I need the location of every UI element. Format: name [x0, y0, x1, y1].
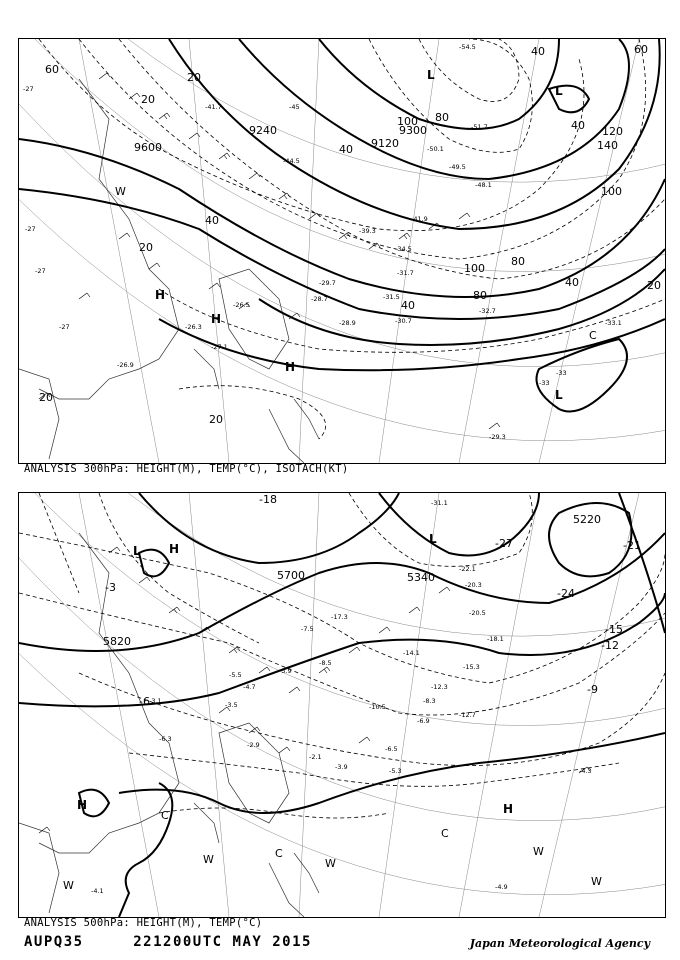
temp-label: -33.1 — [605, 319, 622, 327]
height-label: 5340 — [407, 571, 435, 584]
temp-label: -26.5 — [233, 301, 250, 309]
temp-label: -31.7 — [397, 269, 414, 277]
temp-label: -6.9 — [417, 717, 430, 725]
temp-label: -41.9 — [411, 215, 428, 223]
temp-label: -33 — [539, 379, 550, 387]
chart-500hpa — [18, 492, 666, 918]
temp-label: -18 — [259, 493, 277, 506]
temp-label: -33 — [556, 369, 567, 377]
isotach-label: 40 — [565, 276, 579, 289]
chart-300hpa-caption: ANALYSIS 300hPa: HEIGHT(M), TEMP(°C), ISOTACH(KT) — [24, 463, 349, 475]
temp-label: -18.1 — [487, 635, 504, 643]
temp-label: -26.3 — [185, 323, 202, 331]
chart-500hpa-canvas — [19, 493, 665, 917]
isotach-label: 80 — [435, 111, 449, 124]
temp-label: -14.1 — [403, 649, 420, 657]
high-center-label: H — [169, 542, 180, 556]
isotach-label: 20 — [39, 391, 53, 404]
isotach-label: 100 — [397, 115, 418, 128]
chart-300hpa — [18, 38, 666, 464]
temp-label: -24 — [557, 587, 575, 600]
warm-center-label: W — [591, 875, 602, 888]
temp-label: -39.3 — [359, 227, 376, 235]
isotach-label: 20 — [209, 413, 223, 426]
temp-label: -20.5 — [469, 609, 486, 617]
height-contours — [19, 493, 665, 917]
isotach-label: 20 — [187, 71, 201, 84]
temp-label: -29.3 — [489, 433, 506, 441]
temp-label: -54.5 — [459, 43, 476, 51]
chart-300hpa-canvas — [19, 39, 665, 463]
isotachs — [39, 39, 665, 439]
coastline — [19, 533, 319, 917]
temp-label: -8.5 — [319, 659, 332, 667]
temp-label: -28.7 — [311, 295, 328, 303]
isotach-label: 60 — [634, 43, 648, 56]
low-center-label: L — [429, 532, 437, 546]
temp-label: -28.9 — [339, 319, 356, 327]
graticule — [19, 493, 665, 917]
warm-center-label: W — [325, 857, 336, 870]
temp-label: -29.7 — [319, 279, 336, 287]
isotach-label: 80 — [511, 255, 525, 268]
isotach-label: 40 — [205, 214, 219, 227]
temp-label: -4.7 — [243, 683, 256, 691]
height-label: 5820 — [103, 635, 131, 648]
temp-label: -12.3 — [431, 683, 448, 691]
height-label: 9300 — [399, 124, 427, 137]
warm-center-label: W — [63, 879, 74, 892]
temp-label: -15 — [605, 623, 623, 636]
high-center-label: H — [155, 288, 166, 302]
warm-center-label: W — [115, 185, 126, 198]
temp-label: -32.7 — [479, 307, 496, 315]
isotach-label: 100 — [601, 185, 622, 198]
temp-label: -4.1 — [91, 887, 104, 895]
isotach-label: 140 — [597, 139, 618, 152]
valid-time: 221200UTC MAY 2015 — [133, 934, 312, 950]
temp-label: -51.7 — [471, 123, 488, 131]
temp-label: -3.5 — [225, 701, 238, 709]
isotach-label: 20 — [647, 279, 661, 292]
temp-label: -9 — [587, 683, 598, 696]
temp-label: -12 — [601, 639, 619, 652]
temp-label: -8.3 — [423, 697, 436, 705]
isotach-label: 40 — [401, 299, 415, 312]
temp-label: -4.3 — [579, 767, 592, 775]
isotach-label: 20 — [139, 241, 153, 254]
temp-label: -6.3 — [159, 735, 172, 743]
cold-center-label: C — [275, 847, 283, 860]
temp-label: -27 — [59, 323, 70, 331]
height-label: 9120 — [371, 137, 399, 150]
low-center-label: L — [555, 388, 563, 402]
temp-label: -7.5 — [301, 625, 314, 633]
low-center-label: L — [555, 84, 563, 98]
temp-label: -26.9 — [117, 361, 134, 369]
temp-label: -5.5 — [229, 671, 242, 679]
cold-center-label: C — [441, 827, 449, 840]
low-center-label: L — [133, 544, 141, 558]
temp-label: -30.7 — [395, 317, 412, 325]
temp-label: -21 — [623, 539, 641, 552]
temp-label: -49.5 — [449, 163, 466, 171]
isotach-label: 120 — [602, 125, 623, 138]
temp-label: -48.1 — [475, 181, 492, 189]
temp-label: -45 — [289, 103, 300, 111]
temp-label: -27 — [25, 225, 36, 233]
temp-label: -3 — [105, 581, 116, 594]
high-center-label: H — [503, 802, 514, 816]
temp-label: -50.1 — [427, 145, 444, 153]
temp-label: -4.9 — [495, 883, 508, 891]
low-center-label: L — [427, 68, 435, 82]
isotach-label: 40 — [339, 143, 353, 156]
temp-label: -27 — [495, 537, 513, 550]
temp-label: -2.1 — [309, 753, 322, 761]
temp-label: -5.3 — [389, 767, 402, 775]
temp-label: -3.9 — [335, 763, 348, 771]
temp-label: -27 — [35, 267, 46, 275]
temp-label: -2.9 — [247, 741, 260, 749]
temp-label: -6.5 — [385, 745, 398, 753]
isotach-label: 100 — [464, 262, 485, 275]
isotach-label: 40 — [571, 119, 585, 132]
chart-500hpa-caption: ANALYSIS 500hPa: HEIGHT(M), TEMP(°C) — [24, 917, 263, 929]
temp-label: -27 — [23, 85, 34, 93]
height-contours — [19, 39, 665, 412]
agency-name: Japan Meteorological Agency — [469, 937, 650, 950]
height-label: 9600 — [134, 141, 162, 154]
isotach-label: 60 — [45, 63, 59, 76]
temp-label: -41.7 — [205, 103, 222, 111]
temp-label: -3.1 — [149, 697, 162, 705]
temp-label: -27.1 — [211, 343, 228, 351]
isotach-label: 40 — [531, 45, 545, 58]
cold-center-label: C — [161, 809, 169, 822]
temp-label: -31.1 — [431, 499, 448, 507]
cold-center-label: C — [589, 329, 597, 342]
isotach-label: 80 — [473, 289, 487, 302]
product-id: AUPQ35 — [24, 934, 84, 950]
high-center-label: H — [77, 798, 88, 812]
temp-label: -20.3 — [465, 581, 482, 589]
temp-label: -31.5 — [383, 293, 400, 301]
temp-label: -17.3 — [331, 613, 348, 621]
temp-label: -22.1 — [459, 565, 476, 573]
temp-label: -15.3 — [463, 663, 480, 671]
height-label: 5700 — [277, 569, 305, 582]
temp-label: -44.5 — [283, 157, 300, 165]
temp-label: -6 — [139, 695, 150, 708]
temp-label: -5.9 — [279, 667, 292, 675]
height-label: 5220 — [573, 513, 601, 526]
warm-center-label: W — [203, 853, 214, 866]
temp-label: -12.7 — [459, 711, 476, 719]
temp-label: -34.5 — [395, 245, 412, 253]
isotach-label: 20 — [141, 93, 155, 106]
high-center-label: H — [285, 360, 296, 374]
high-center-label: H — [211, 312, 222, 326]
height-label: 9240 — [249, 124, 277, 137]
temp-label: -10.5 — [369, 703, 386, 711]
warm-center-label: W — [533, 845, 544, 858]
graticule — [19, 39, 665, 463]
product-header — [24, 934, 312, 950]
